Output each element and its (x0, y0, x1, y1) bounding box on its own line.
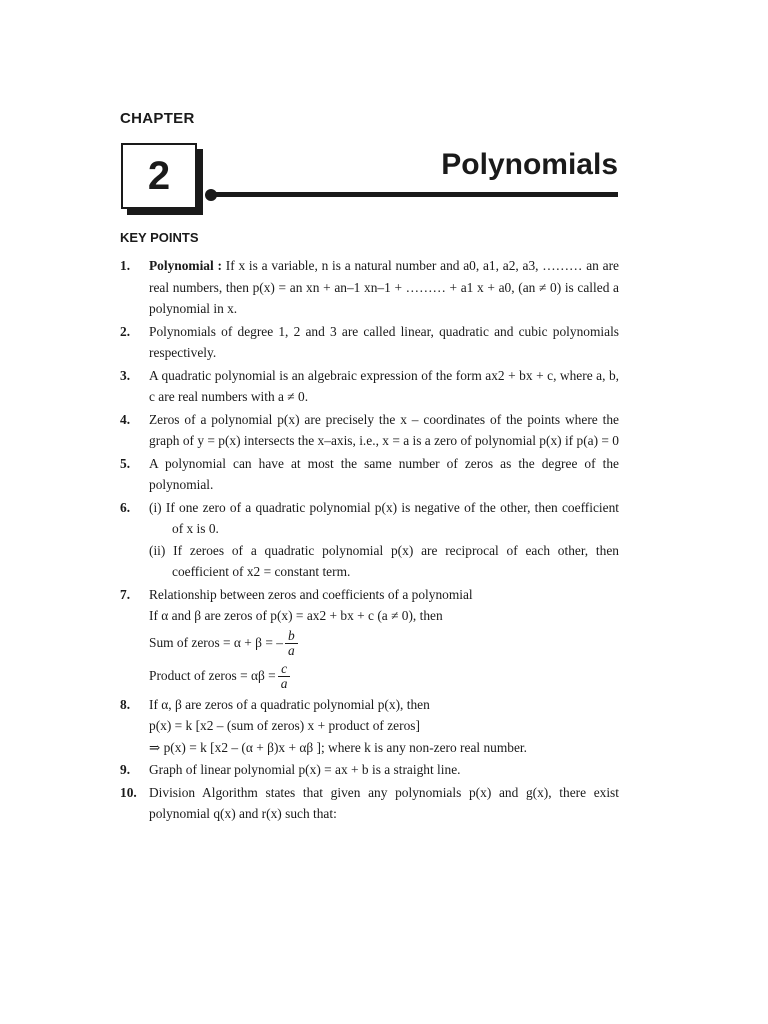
product-fraction (278, 662, 291, 691)
title-rule (208, 192, 618, 197)
section-title: KEY POINTS (120, 230, 199, 245)
sum-fraction (285, 629, 298, 658)
point-3 (120, 365, 619, 408)
point-number: 3. (120, 367, 131, 383)
chapter-label: CHAPTER (120, 110, 195, 127)
point-text: p(x) = k [x2 – (sum of zeros) x + product of zeros] (149, 718, 420, 733)
point-7 (120, 584, 619, 693)
point-number: 9. (120, 762, 131, 777)
fraction-denominator: a (285, 643, 298, 658)
point-number: 6. (120, 499, 131, 515)
point-text: A quadratic polynomial is an algebraic expression of the form ax2 + bx + c, where a, b, c are real numbers with a ≠ 0. (149, 367, 619, 404)
point-text: If x is a variable, n is a natural number and a0, a1, a2, a3, ……… an are real numbers, then p(x) = an xn + an–1 xn–1 + ……… + a1 x + a0, (an ≠ 0) is called a polynomial in x. (149, 258, 619, 316)
sum-of-zeros-label: Sum of zeros = α + β = – (149, 635, 283, 651)
point-text: Relationship between zeros and coefficients of a polynomial (149, 586, 473, 602)
point-1 (120, 255, 619, 320)
point-number: 5. (120, 455, 131, 471)
point-number: 2. (120, 323, 131, 339)
product-of-zeros-label: Product of zeros = αβ = (149, 668, 276, 684)
point-text: ⇒ p(x) = k [x2 – (α + β)x + αβ ]; where k is any non-zero real number. (149, 739, 527, 755)
fraction-denominator: a (278, 676, 291, 691)
product-of-zeros-line (149, 660, 619, 693)
point-number: 8. (120, 696, 131, 712)
point-5 (120, 453, 619, 496)
point-4 (120, 409, 619, 452)
point-text: Zeros of a polynomial p(x) are precisely the x – coordinates of the points where the graph of y = p(x) intersects the x–axis, i.e., x = a is a zero of polynomial p(x) if p(a) = 0 (149, 411, 619, 448)
point-8 (120, 694, 619, 759)
sum-of-zeros-line (149, 627, 619, 660)
fraction-numerator: c (281, 660, 288, 676)
title-rule-dot (205, 189, 217, 201)
point-2 (120, 321, 619, 364)
point-text: Graph of linear polynomial p(x) = ax + b is a straight line. (149, 762, 461, 777)
key-points-list (120, 255, 619, 826)
chapter-number-box: 2 (121, 143, 197, 209)
point-text: Polynomials of degree 1, 2 and 3 are called linear, quadratic and cubic polynomials respectively. (149, 323, 619, 360)
point-6 (120, 497, 619, 583)
point-number: 10. (120, 784, 137, 800)
chapter-title: Polynomials (441, 148, 618, 181)
point-number: 1. (120, 258, 131, 273)
point-label: Polynomial : (149, 258, 222, 273)
point-number: 7. (120, 586, 131, 602)
fraction-numerator: b (287, 627, 295, 643)
point-text: If α and β are zeros of p(x) = ax2 + bx + c (a ≠ 0), then (149, 608, 443, 623)
point-text: Division Algorithm states that given any polynomials p(x) and g(x), there exist polynomial q(x) and r(x) such that: (149, 784, 619, 821)
point-subitem-i: (i) If one zero of a quadratic polynomial p(x) is negative of the other, then coefficient of x is 0. (149, 499, 619, 536)
point-9 (120, 759, 619, 781)
point-text: If α, β are zeros of a quadratic polynomial p(x), then (149, 696, 430, 712)
point-number: 4. (120, 411, 131, 427)
point-text: A polynomial can have at most the same number of zeros as the degree of the polynomial. (149, 455, 619, 492)
point-10 (120, 782, 619, 825)
point-subitem-ii: (ii) If zeroes of a quadratic polynomial p(x) are reciprocal of each other, then coefficient of x2 = constant term. (149, 542, 619, 579)
